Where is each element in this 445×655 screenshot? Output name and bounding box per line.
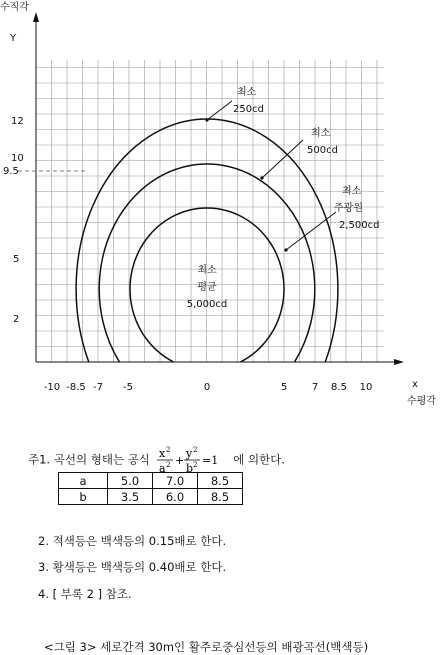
x-axis-letter: x [412,379,418,390]
parameter-table [58,472,243,505]
curve-label-2500 [334,184,379,231]
table-cell: 8.5 [198,473,243,489]
x-tick-label: -10 [43,382,61,393]
formula-equals-one: =1 [201,454,218,467]
formula-y-num-exponent: 2 [192,446,198,454]
center-label-line: 최소 [197,265,217,276]
formula-y-denominator: b [185,462,193,475]
table-cell: 7.0 [153,473,198,489]
y-tick-label: 10 [11,153,24,164]
formula-x-num-exponent: 2 [165,446,171,454]
leader-line [262,140,303,178]
curve-label-line: 최소 [342,186,362,197]
curve-label-line: 주광원 [334,203,363,214]
y-tick-labels [3,116,24,325]
leader-line [207,101,232,120]
y-tick-label: 12 [11,116,24,127]
formula-y-numerator: y [185,447,192,460]
grid [36,60,384,362]
note-1-suffix: 에 의한다. [233,452,285,467]
note-4: 4. [ 부록 2 ] 참조. [38,587,132,601]
y-axis-title: 수직각 [0,2,29,13]
leader-arrow-icon [205,118,208,121]
leader-arrow-icon [260,176,263,179]
table-cell: 8.5 [198,489,243,505]
x-tick-labels [44,382,373,393]
leader-arrow-icon [284,248,287,251]
x-tick-label: 8.5 [331,382,347,393]
curve-label-line: 250cd [233,104,264,115]
table-row [59,489,243,505]
formula-x-den-exponent: 2 [165,461,171,469]
formula-y-den-exponent: 2 [192,461,198,469]
y-axis-letter: Y [10,33,17,44]
table-row-label: a [59,473,108,489]
x-tick-label: -7 [93,382,103,393]
table-row-label: b [59,489,108,505]
center-label-line: 5,000cd [186,299,228,310]
x-tick-label: -8.5 [66,382,86,393]
curve-label-line: 최소 [311,128,331,139]
y-axis-arrow-icon [33,12,39,22]
note-2: 2. 적색등은 백색등의 0.15배로 한다. [38,534,227,548]
leader-line [286,212,336,250]
y-tick-label: 2 [13,314,20,325]
table-cell: 5.0 [108,473,153,489]
table-row [59,473,243,489]
formula-plus: + [174,454,184,467]
x-tick-label: 0 [203,382,211,393]
x-axis-title: 수평각 [407,396,436,407]
y-tick-label: 5 [13,254,20,265]
note-3: 3. 황색등은 백색등의 0.40배로 한다. [38,560,227,574]
x-tick-label: 5 [280,382,288,393]
x-tick-label: 10 [359,382,373,393]
isocandela-curve [99,164,315,362]
curve-label-line: 최소 [237,87,257,98]
center-label-line: 평균 [197,282,217,293]
x-tick-label: -5 [123,382,133,393]
formula-x-numerator: x [158,447,165,460]
x-tick-label: 7 [311,382,319,393]
curve-label-500 [307,126,338,156]
center-label [187,263,227,310]
curve-label-line: 500cd [307,145,338,156]
note-1-prefix: 주1. 곡선의 형태는 공식 [28,452,150,467]
x-axis-arrow-icon [394,359,404,365]
y-tick-label: 9.5 [3,166,19,177]
table-cell: 3.5 [108,489,153,505]
figure-caption: <그림 3> 세로간격 30m인 활주로중심선등의 배광곡선(백색등) [44,640,369,654]
table-cell: 6.0 [153,489,198,505]
curve-label-line: 2,500cd [339,220,380,231]
formula-x-denominator: a [158,462,166,475]
